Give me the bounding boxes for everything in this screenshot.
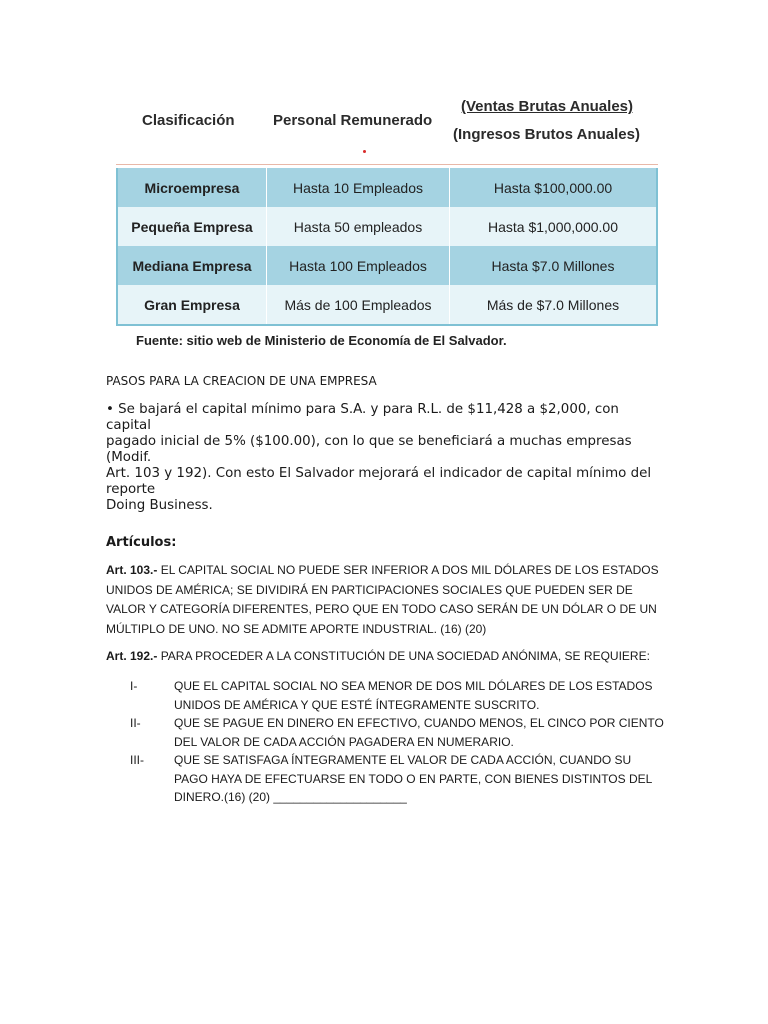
article-103-text: EL CAPITAL SOCIAL NO PUEDE SER INFERIOR A DOS MIL DÓLARES DE LOS ESTADOS UNIDOS DE AMÉRICA; SE DIVIDIRÁ EN PARTICIPACIONES SOCIALES QUE PUEDEN SER DE VALOR Y CATEGORÍA DIFERENTES, PERO QUE EN TODO CASO SERÁN DE UN DÓLAR O DE UN MÚLTIPLO DE UNO. NO SE ADMITE APORTE INDUSTRIAL. (16) (20) [106, 563, 659, 636]
classification-table-image [112, 92, 658, 313]
header-divider [116, 164, 658, 165]
table-body [116, 168, 658, 326]
cell-clasificacion: Mediana Empresa [132, 257, 252, 274]
article-103 [106, 561, 666, 639]
header-ventas: (Ventas Brutas Anuales) [461, 98, 633, 115]
article-192-text: PARA PROCEDER A LA CONSTITUCIÓN DE UNA SOCIEDAD ANÓNIMA, SE REQUIERE: [157, 649, 650, 663]
list-item-number: III- [130, 753, 144, 767]
bullet-paragraph [106, 402, 666, 514]
cell-ventas: Más de $7.0 Millones [449, 285, 656, 324]
cell-personal: Hasta 100 Empleados [266, 246, 449, 285]
article-192-label: Art. 192.- [106, 649, 158, 663]
bullet-line: Art. 103 y 192). Con esto El Salvador mejorará el indicador de capital mínimo del [106, 466, 652, 481]
list-item-text: QUE EL CAPITAL SOCIAL NO SEA MENOR DE DOS MIL DÓLARES DE LOS ESTADOS UNIDOS DE AMÉRICA Y QUE ESTÉ ÍNTEGRAMENTE SUSCRITO. [174, 679, 653, 712]
bullet-line: Doing Business. [106, 498, 213, 513]
bullet-line: pagado inicial de 5% ($100.00), con lo que se beneficiará a muchas empresas [106, 434, 632, 449]
cell-personal: Más de 100 Empleados [266, 285, 449, 324]
cell-ventas: Hasta $7.0 Millones [449, 246, 656, 285]
table-row [118, 207, 656, 246]
list-item [130, 677, 670, 714]
table-row [118, 168, 656, 207]
bullet-line: • Se bajará el capital mínimo para S.A. y para R.L. de $11,428 a $2,000, con capital [106, 402, 619, 433]
cell-clasificacion: Gran Empresa [144, 296, 240, 313]
red-dot-mark [363, 150, 366, 153]
list-item-text: QUE SE PAGUE EN DINERO EN EFECTIVO, CUANDO MENOS, EL CINCO POR CIENTO DEL VALOR DE CADA ACCIÓN PAGADERA EN NUMERARIO. [174, 716, 664, 749]
articulos-heading: Artículos: [106, 535, 177, 550]
cell-personal: Hasta 10 Empleados [266, 168, 449, 207]
header-ingresos: (Ingresos Brutos Anuales) [453, 126, 640, 143]
article-103-label: Art. 103.- [106, 563, 158, 577]
list-item-number: II- [130, 716, 141, 730]
cell-personal: Hasta 50 empleados [266, 207, 449, 246]
list-item-number: I- [130, 679, 138, 693]
cell-clasificacion: Microempresa [144, 179, 240, 196]
pasos-title: PASOS PARA LA CREACION DE UNA EMPRESA [106, 374, 377, 388]
cell-ventas: Hasta $1,000,000.00 [449, 207, 656, 246]
list-item [130, 751, 670, 807]
article-192-list [130, 677, 670, 807]
table-row [118, 246, 656, 285]
cell-ventas: Hasta $100,000.00 [449, 168, 656, 207]
bullet-line: (Modif. [106, 450, 152, 465]
list-item [130, 714, 670, 751]
table-header [112, 92, 658, 166]
table-row [118, 285, 656, 324]
article-192 [106, 647, 666, 667]
cell-clasificacion: Pequeña Empresa [131, 218, 253, 235]
list-item-text: QUE SE SATISFAGA ÍNTEGRAMENTE EL VALOR DE CADA ACCIÓN, CUANDO SU PAGO HAYA DE EFECTUARSE EN TODO O EN PARTE, CON BIENES DISTINTOS DEL DINERO.(16) (20) ____________________ [174, 753, 652, 804]
header-clasificacion: Clasificación [142, 112, 235, 129]
table-source: Fuente: sitio web de Ministerio de Economía de El Salvador. [136, 333, 507, 348]
header-personal: Personal Remunerado [273, 112, 433, 129]
bullet-line: reporte [106, 482, 156, 497]
